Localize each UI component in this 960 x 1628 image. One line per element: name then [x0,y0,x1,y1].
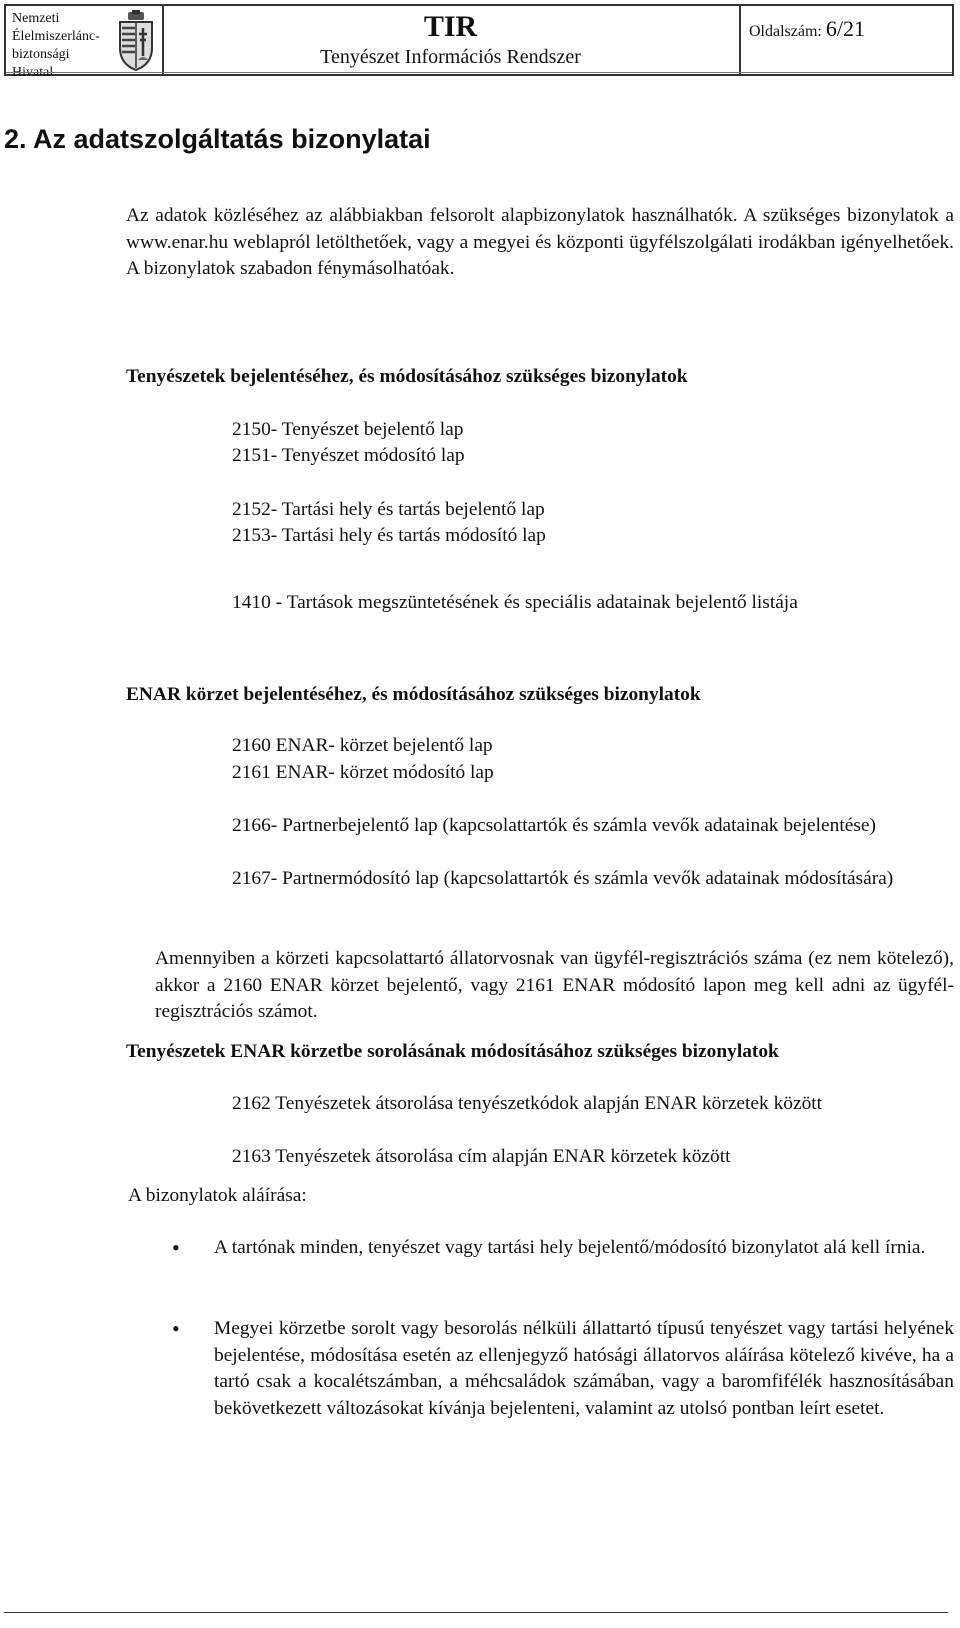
org-line: Élelmiszerlánc- [12,29,100,44]
page-header [4,4,954,80]
page-number [749,16,865,42]
section-heading: Tenyészetek ENAR körzetbe sorolásának módosításához szükséges bizonylatok [126,1041,779,1062]
signing-label: A bizonylatok aláírása: [128,1185,307,1206]
form-item: 1410 - Tartások megszüntetésének és speciális adatainak bejelentő listája [232,592,798,613]
page-value: 6/21 [825,16,865,41]
header-divider [6,72,952,73]
org-line: biztonsági [12,47,70,62]
org-cell [6,6,164,80]
page-number-cell [739,6,952,74]
form-item: 2162 Tenyészetek átsorolása tenyészetkódok alapján ENAR körzetek között [232,1093,823,1114]
page-title: 2. Az adatszolgáltatás bizonylatai [4,124,431,154]
list-item: A tartónak minden, tenyészet vagy tartási hely bejelentő/módosító bizonylatot alá kell írnia. [214,1237,926,1258]
system-name: Tenyészet Információs Rendszer [320,46,581,68]
enar-note-paragraph: Amennyiben a körzeti kapcsolattartó állatorvosnak van ügyfél-regisztrációs száma (ez nem kötelező), akkor a 2160 ENAR körzet bejelentő, vagy 2161 ENAR módosító lapon meg kell adni az ügyfél-regisztrációs számot. [155,948,954,1023]
form-item: 2152- Tartási hely és tartás bejelentő lap [232,499,545,520]
form-item: 2167- Partnermódosító lap (kapcsolattartók és számla vevők adatainak módosítására) [232,868,894,889]
page-label: Oldalszám: [749,23,826,40]
form-item: 2161 ENAR- körzet módosító lap [232,762,494,783]
footer-divider [4,1612,948,1613]
bullet-icon: • [172,1235,180,1260]
org-line: Hivatal [12,65,54,80]
system-title-block [162,10,739,70]
form-item: 2151- Tenyészet módosító lap [232,445,465,466]
coat-of-arms-icon [114,10,158,72]
system-abbr: TIR [423,10,478,43]
form-item: 2160 ENAR- körzet bejelentő lap [232,735,493,756]
section-heading: Tenyészetek bejelentéséhez, és módosításához szükséges bizonylatok [126,366,688,387]
form-item: 2150- Tenyészet bejelentő lap [232,419,464,440]
form-item: 2153- Tartási hely és tartás módosító lap [232,525,546,546]
form-item: 2166- Partnerbejelentő lap (kapcsolattartók és számla vevők adatainak bejelentése) [232,815,876,836]
list-item: Megyei körzetbe sorolt vagy besorolás nélküli állattartó típusú tenyészet vagy tartási helyének bejelentése, módosítása esetén az ellenjegyző hatósági állatorvos aláírása kötelező kivéve, ha a tartó csak a kocalétszámban, a méhcsaládok számában, vagy a baromfifélék hasznosításában bekövetkezett változásokat kívánja bejelenteni, valamint az utolsó pontban leírt esetet. [214,1318,954,1419]
bullet-icon: • [172,1316,180,1341]
intro-paragraph: Az adatok közléséhez az alábbiakban felsorolt alapbizonylatok használhatók. A szükséges bizonylatok a www.enar.hu weblapról letölthetőek, vagy a megyei és központi ügyfélszolgálati irodákban igényelhetőek. A bizonylatok szabadon fénymásolhatóak. [126,205,954,280]
form-item: 2163 Tenyészetek átsorolása cím alapján ENAR körzetek között [232,1146,731,1167]
section-heading: ENAR körzet bejelentéséhez, és módosításához szükséges bizonylatok [126,684,701,705]
org-line: Nemzeti [12,11,60,26]
